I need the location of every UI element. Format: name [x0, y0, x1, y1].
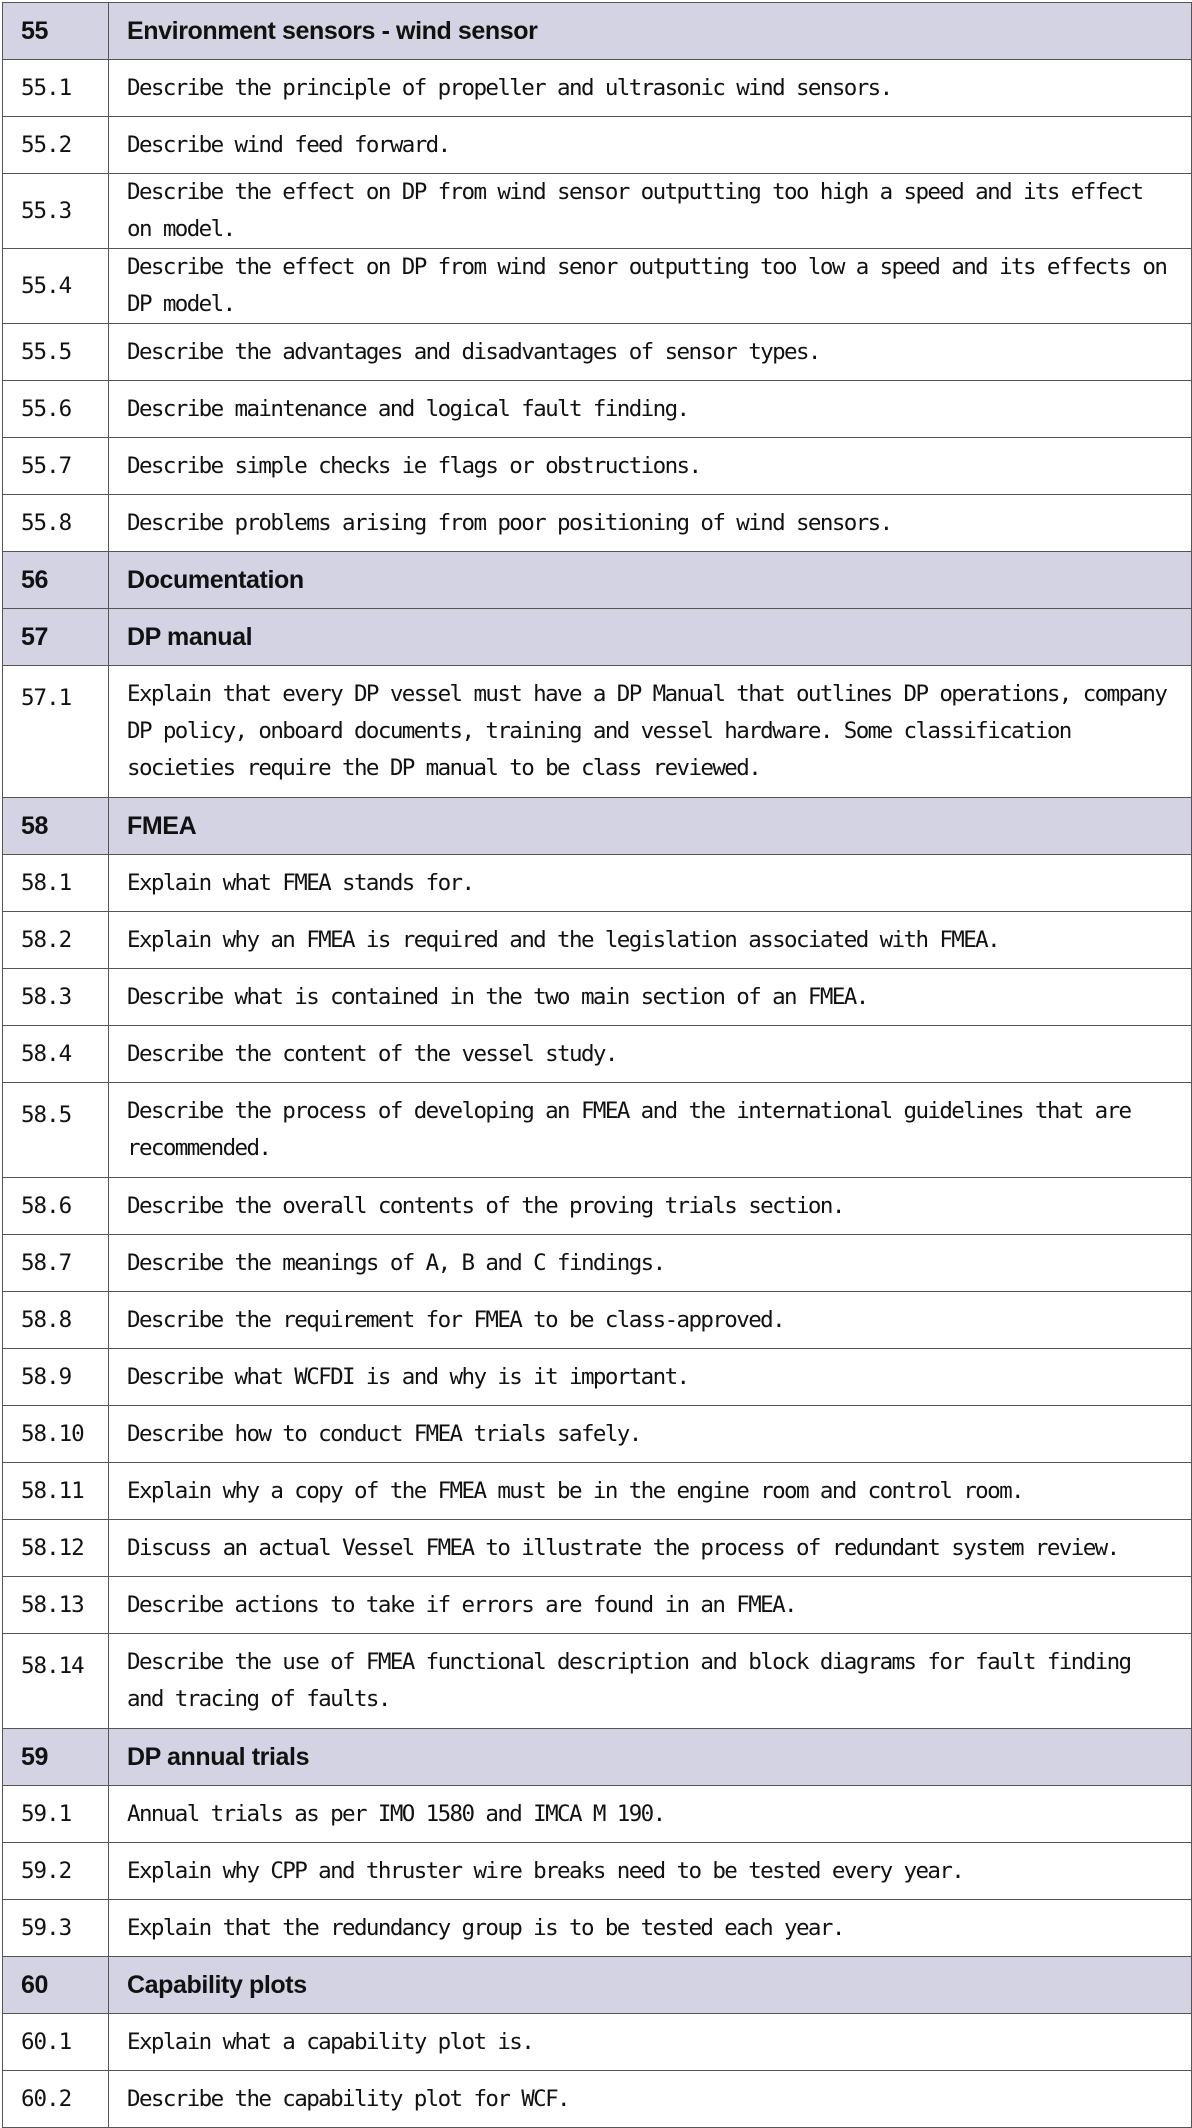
item-row	[3, 1406, 1192, 1463]
item-number: 58.9	[3, 1349, 109, 1406]
item-description: Describe the advantages and disadvantages of sensor types.	[109, 324, 1192, 381]
item-description: Annual trials as per IMO 1580 and IMCA M 190.	[109, 1786, 1192, 1843]
section-title: FMEA	[109, 798, 1192, 855]
item-description: Describe the meanings of A, B and C findings.	[109, 1235, 1192, 1292]
item-number: 55.4	[3, 249, 109, 324]
item-description: Explain what a capability plot is.	[109, 2014, 1192, 2071]
item-description: Describe the use of FMEA functional description and block diagrams for fault finding and tracing of faults.	[109, 1634, 1192, 1729]
section-title: Documentation	[109, 552, 1192, 609]
item-number: 55.7	[3, 438, 109, 495]
item-description: Describe the capability plot for WCF.	[109, 2071, 1192, 2128]
item-row	[3, 666, 1192, 798]
item-row	[3, 249, 1192, 324]
item-row	[3, 855, 1192, 912]
item-row	[3, 1577, 1192, 1634]
section-title: Environment sensors - wind sensor	[109, 3, 1192, 60]
item-row	[3, 117, 1192, 174]
section-header-row	[3, 609, 1192, 666]
item-description: Explain that every DP vessel must have a DP Manual that outlines DP operations, company DP policy, onboard documents, training and vessel hardware. Some classification societies require the DP manual to be class reviewed.	[109, 666, 1192, 798]
item-number: 55.6	[3, 381, 109, 438]
section-title: Capability plots	[109, 1957, 1192, 2014]
item-number: 58.7	[3, 1235, 109, 1292]
section-header-row	[3, 3, 1192, 60]
section-number: 56	[3, 552, 109, 609]
item-row	[3, 1026, 1192, 1083]
item-row	[3, 1178, 1192, 1235]
item-description: Describe the overall contents of the proving trials section.	[109, 1178, 1192, 1235]
item-number: 60.2	[3, 2071, 109, 2128]
section-header-row	[3, 1957, 1192, 2014]
item-number: 59.2	[3, 1843, 109, 1900]
item-description: Describe what WCFDI is and why is it important.	[109, 1349, 1192, 1406]
item-row	[3, 1292, 1192, 1349]
item-description: Explain why a copy of the FMEA must be in the engine room and control room.	[109, 1463, 1192, 1520]
item-description: Describe actions to take if errors are found in an FMEA.	[109, 1577, 1192, 1634]
item-row	[3, 1349, 1192, 1406]
item-description: Describe simple checks ie flags or obstructions.	[109, 438, 1192, 495]
item-description: Describe the principle of propeller and ultrasonic wind sensors.	[109, 60, 1192, 117]
section-header-row	[3, 1729, 1192, 1786]
item-description: Describe the requirement for FMEA to be class-approved.	[109, 1292, 1192, 1349]
item-row	[3, 381, 1192, 438]
item-description: Describe the effect on DP from wind senor outputting too low a speed and its effects on DP model.	[109, 249, 1192, 324]
item-description: Explain why CPP and thruster wire breaks need to be tested every year.	[109, 1843, 1192, 1900]
item-description: Describe the content of the vessel study.	[109, 1026, 1192, 1083]
item-number: 55.3	[3, 174, 109, 249]
section-header-row	[3, 798, 1192, 855]
item-description: Describe the process of developing an FMEA and the international guidelines that are recommended.	[109, 1083, 1192, 1178]
item-number: 58.6	[3, 1178, 109, 1235]
item-number: 60.1	[3, 2014, 109, 2071]
section-header-row	[3, 552, 1192, 609]
item-description: Discuss an actual Vessel FMEA to illustrate the process of redundant system review.	[109, 1520, 1192, 1577]
item-number: 58.3	[3, 969, 109, 1026]
section-number: 57	[3, 609, 109, 666]
item-row	[3, 324, 1192, 381]
item-description: Describe how to conduct FMEA trials safely.	[109, 1406, 1192, 1463]
item-row	[3, 1786, 1192, 1843]
item-row	[3, 1083, 1192, 1178]
section-number: 59	[3, 1729, 109, 1786]
item-description: Describe maintenance and logical fault finding.	[109, 381, 1192, 438]
item-row	[3, 1463, 1192, 1520]
item-number: 55.2	[3, 117, 109, 174]
item-description: Explain that the redundancy group is to be tested each year.	[109, 1900, 1192, 1957]
item-row	[3, 174, 1192, 249]
item-number: 59.1	[3, 1786, 109, 1843]
section-number: 60	[3, 1957, 109, 2014]
section-number: 55	[3, 3, 109, 60]
item-row	[3, 495, 1192, 552]
item-description: Describe what is contained in the two main section of an FMEA.	[109, 969, 1192, 1026]
item-number: 57.1	[3, 666, 109, 798]
section-number: 58	[3, 798, 109, 855]
item-number: 58.8	[3, 1292, 109, 1349]
item-row	[3, 1843, 1192, 1900]
item-number: 58.5	[3, 1083, 109, 1178]
item-number: 58.10	[3, 1406, 109, 1463]
item-number: 55.1	[3, 60, 109, 117]
item-description: Describe wind feed forward.	[109, 117, 1192, 174]
item-number: 58.12	[3, 1520, 109, 1577]
item-description: Describe the effect on DP from wind sensor outputting too high a speed and its effect on model.	[109, 174, 1192, 249]
section-title: DP manual	[109, 609, 1192, 666]
item-number: 58.13	[3, 1577, 109, 1634]
item-number: 58.4	[3, 1026, 109, 1083]
item-row	[3, 1900, 1192, 1957]
item-number: 55.5	[3, 324, 109, 381]
item-row	[3, 1235, 1192, 1292]
item-row	[3, 438, 1192, 495]
item-number: 58.1	[3, 855, 109, 912]
item-row	[3, 1634, 1192, 1729]
item-description: Explain what FMEA stands for.	[109, 855, 1192, 912]
item-number: 55.8	[3, 495, 109, 552]
item-row	[3, 2071, 1192, 2128]
item-number: 58.2	[3, 912, 109, 969]
syllabus-table	[2, 2, 1192, 2128]
item-description: Describe problems arising from poor positioning of wind sensors.	[109, 495, 1192, 552]
item-row	[3, 969, 1192, 1026]
item-row	[3, 60, 1192, 117]
item-number: 58.11	[3, 1463, 109, 1520]
syllabus-body	[3, 3, 1192, 2128]
section-title: DP annual trials	[109, 1729, 1192, 1786]
item-row	[3, 1520, 1192, 1577]
item-row	[3, 2014, 1192, 2071]
item-number: 58.14	[3, 1634, 109, 1729]
item-description: Explain why an FMEA is required and the legislation associated with FMEA.	[109, 912, 1192, 969]
item-row	[3, 912, 1192, 969]
item-number: 59.3	[3, 1900, 109, 1957]
